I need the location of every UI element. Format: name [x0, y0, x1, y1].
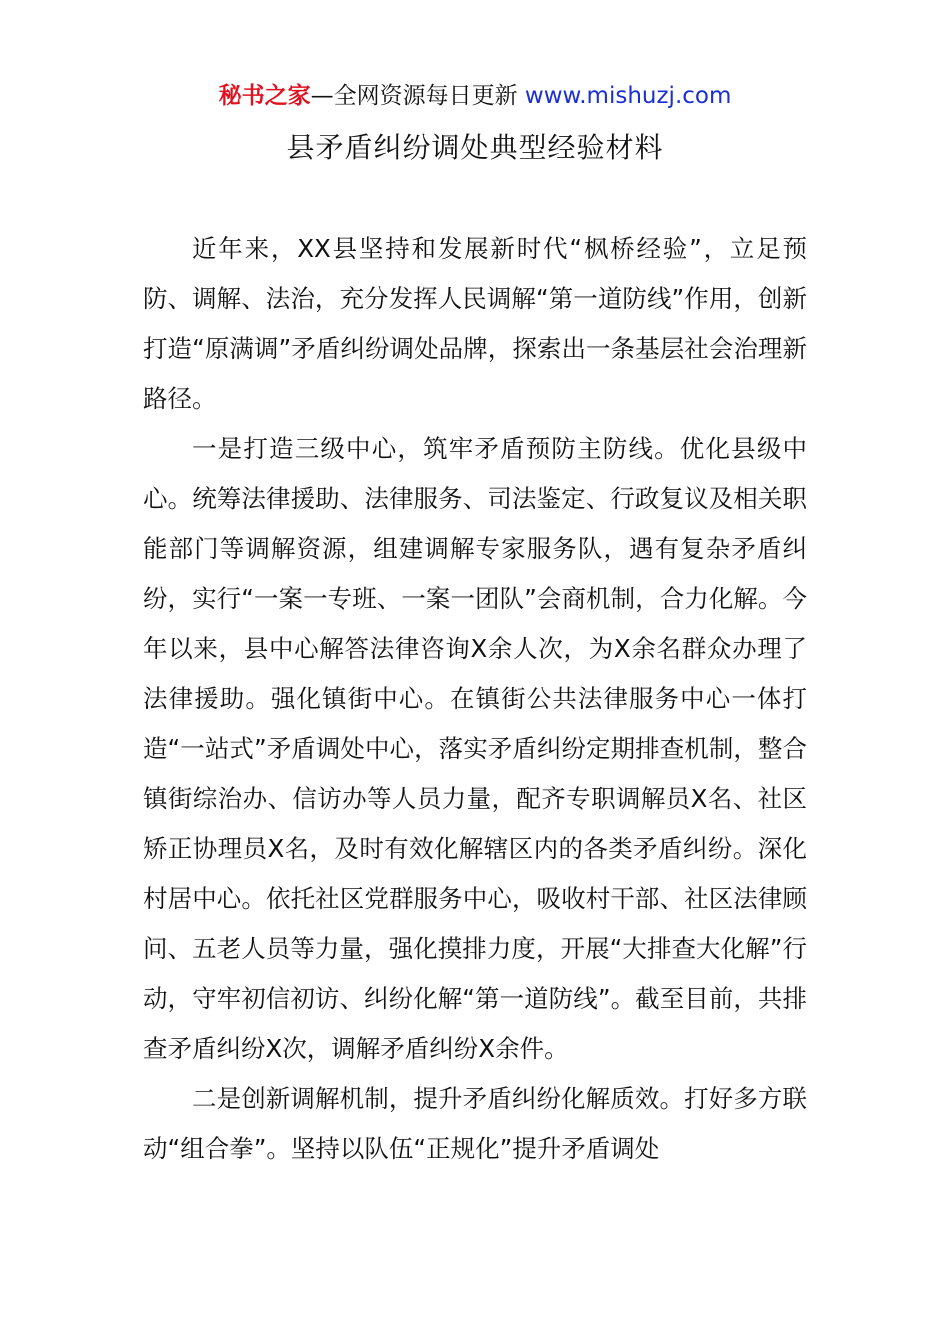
- site-url-link[interactable]: www.mishuzj.com: [524, 83, 732, 109]
- site-header: [0, 78, 950, 114]
- document-body: [143, 224, 807, 1174]
- paragraph-section-2: 二是创新调解机制，提升矛盾纠纷化解质效。打好多方联动“组合拳”。坚持以队伍“正规化”提升矛盾调处: [143, 1084, 807, 1163]
- document-title: 县矛盾纠纷调处典型经验材料: [286, 131, 664, 164]
- paragraph-intro: 近年来，XX县坚持和发展新时代“枫桥经验”，立足预防、调解、法治，充分发挥人民调解“第一道防线”作用，创新打造“原满调”矛盾纠纷调处品牌，探索出一条基层社会治理新路径。: [143, 234, 807, 413]
- brand-name: 秘书之家: [218, 83, 311, 109]
- paragraph-section-1: 一是打造三级中心，筑牢矛盾预防主防线。优化县级中心。统筹法律援助、法律服务、司法鉴定、行政复议及相关职能部门等调解资源，组建调解专家服务队，遇有复杂矛盾纠纷，实行“一案一专班、一案一团队”会商机制，合力化解。今年以来，县中心解答法律咨询X余人次，为X余名群众办理了法律援助。强化镇街中心。在镇街公共法律服务中心一体打造“一站式”矛盾调处中心，落实矛盾纠纷定期排查机制，整合镇街综治办、信访办等人员力量，配齐专职调解员X名、社区矫正协理员X名，及时有效化解辖区内的各类矛盾纠纷。深化村居中心。依托社区党群服务中心，吸收村干部、社区法律顾问、五老人员等力量，强化摸排力度，开展“大排查大化解”行动，守牢初信初访、纠纷化解“第一道防线”。截至目前，共排查矛盾纠纷X次，调解矛盾纠纷X余件。: [143, 434, 807, 1063]
- header-tagline: —全网资源每日更新: [310, 83, 525, 109]
